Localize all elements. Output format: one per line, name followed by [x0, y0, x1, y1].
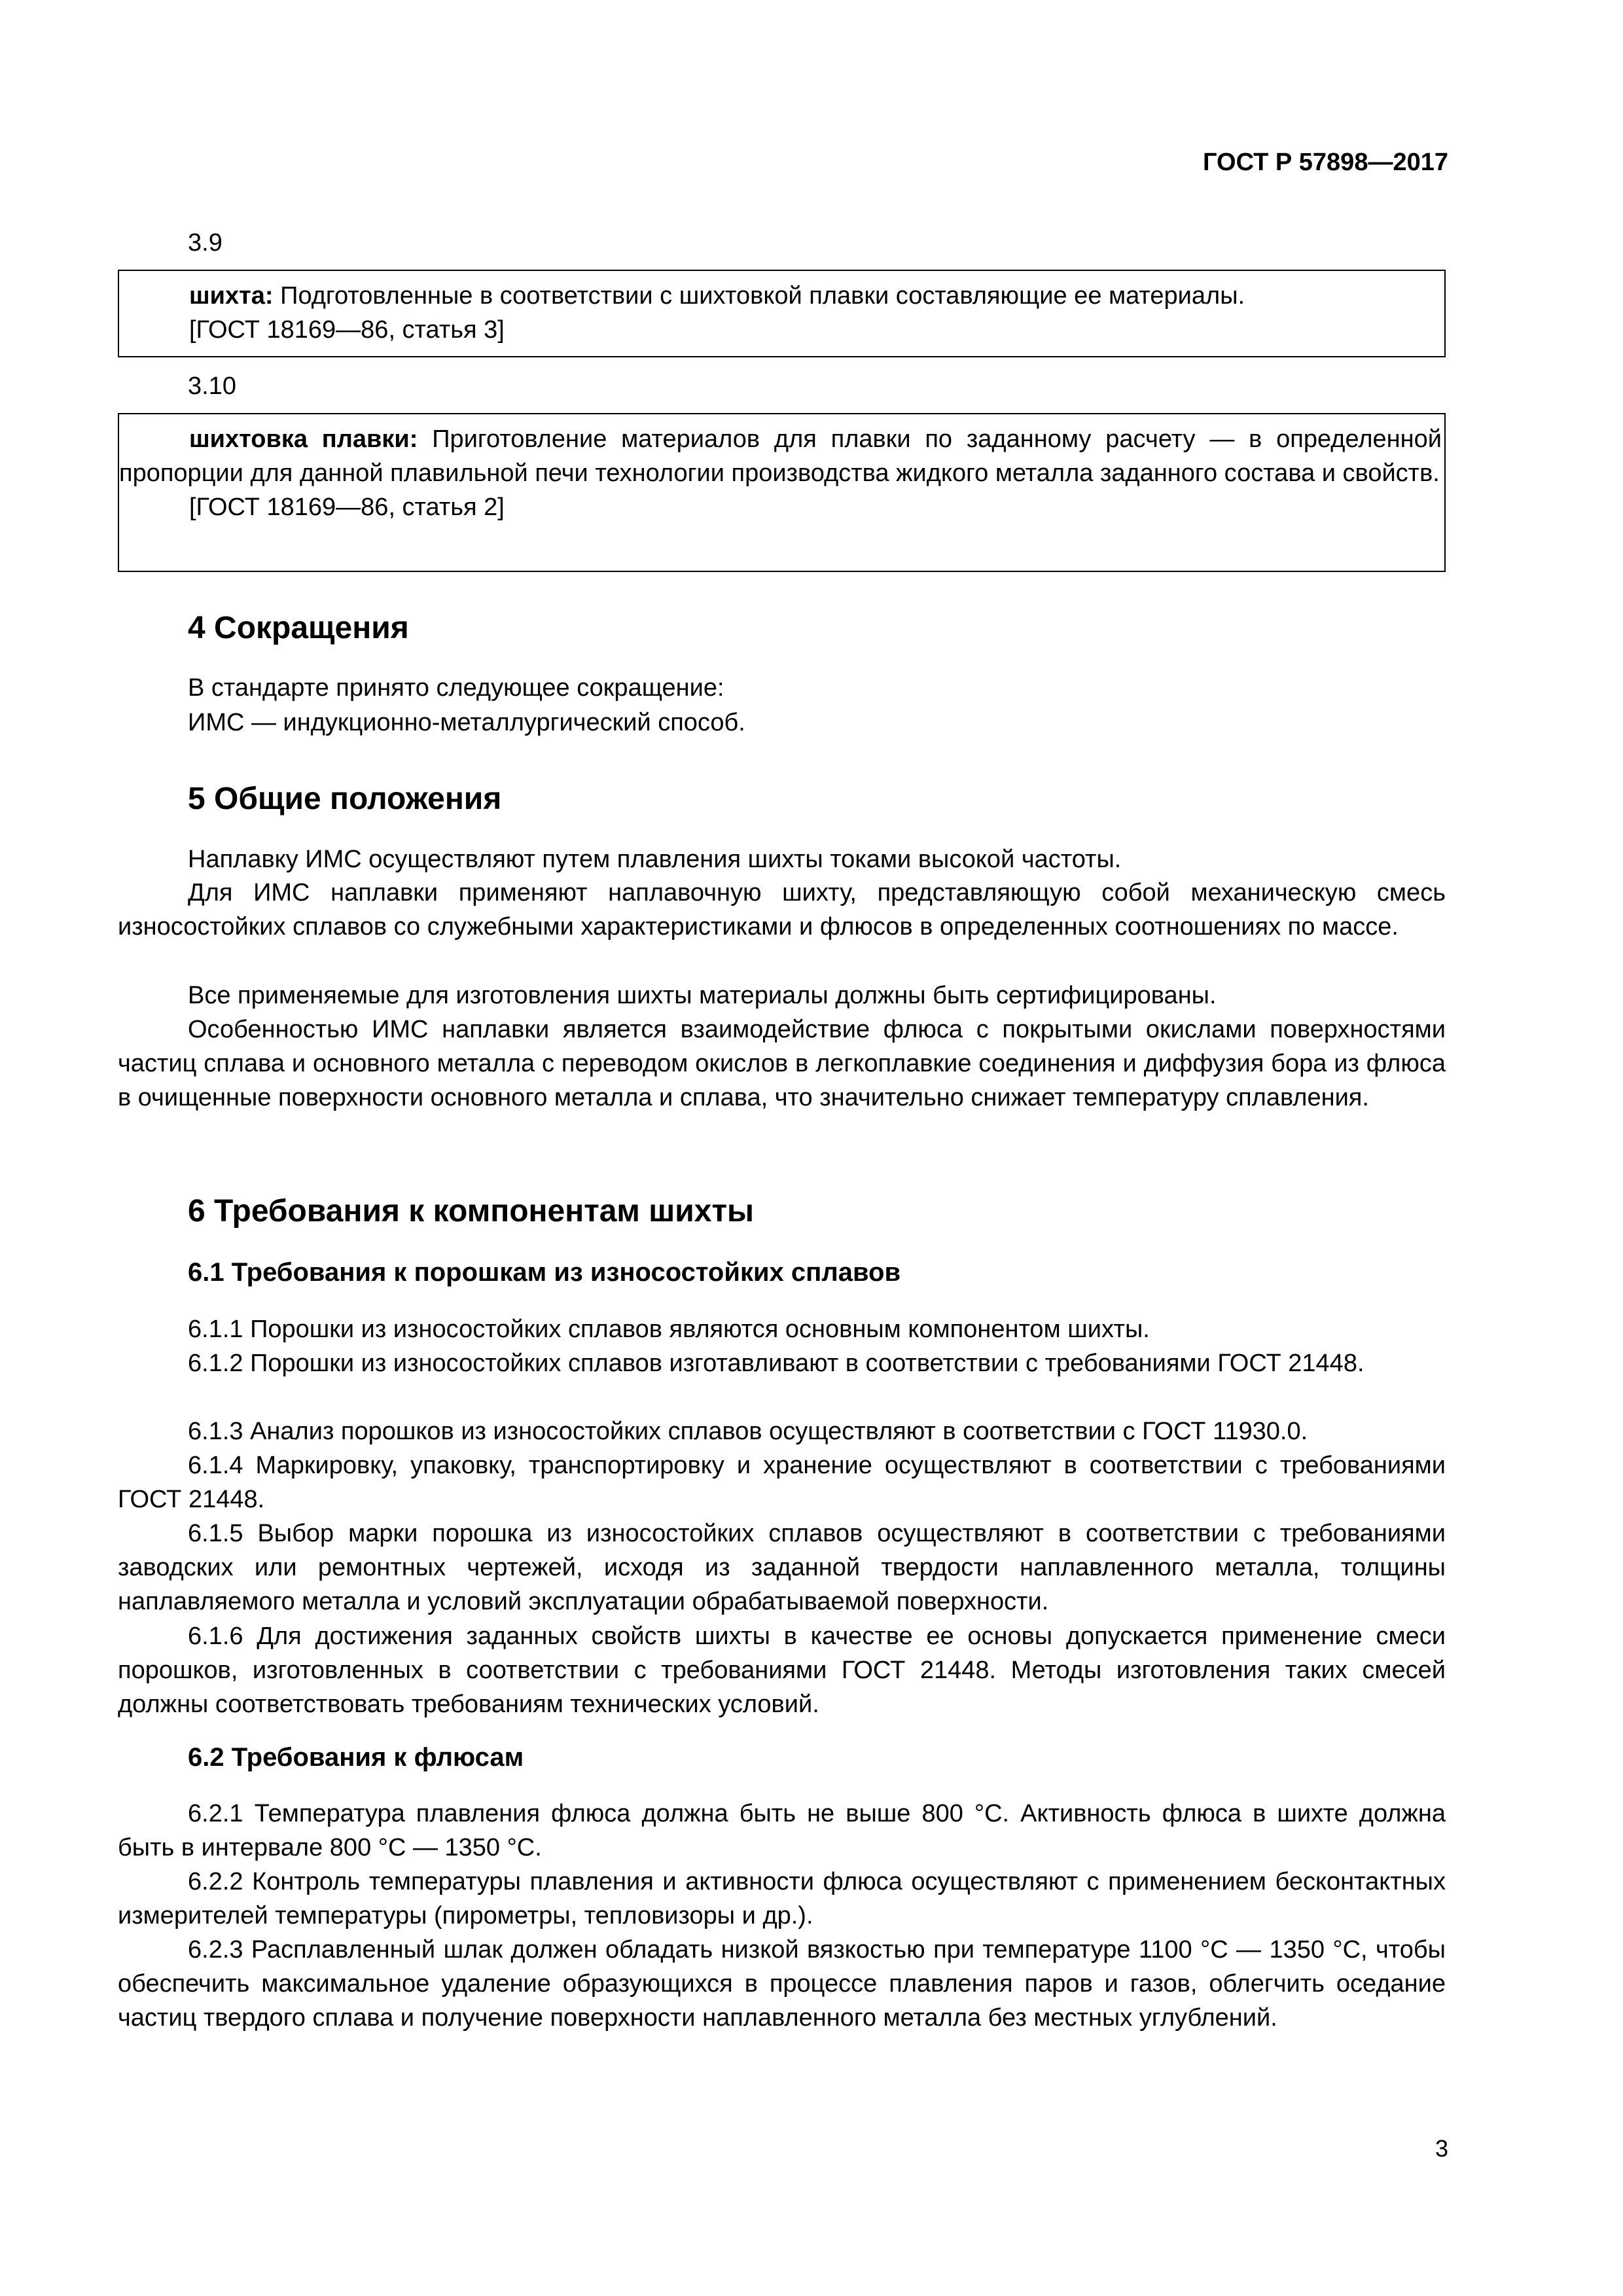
subsection-6-2-heading: 6.2 Требования к флюсам — [188, 1743, 524, 1772]
section-5-paragraph: Наплавку ИМС осуществляют путем плавления шихты токами высокой частоты. — [188, 846, 1122, 873]
term-number: 3.9 — [188, 229, 223, 257]
clause-6-1-6: 6.1.6 Для достижения заданных свойств шихты в качестве ее основы допускается применение смеси порошков, изготовленных в соответствии с требованиями ГОСТ 21448. Методы изготовления таких смесей должны соответствовать требованиям технических условий. — [118, 1623, 1446, 1718]
term-name: шихтовка плавки: — [189, 425, 418, 453]
term-box — [118, 413, 1446, 572]
section-5-paragraph: Для ИМС наплавки применяют наплавочную шихту, представляющую собой механическую смесь износостойких сплавов со служебными характеристиками и флюсов в определенных соотношениях по массе. — [118, 879, 1446, 941]
term-text: Подготовленные в соответствии с шихтовкой плавки составляющие ее материалы. — [273, 282, 1245, 310]
page-number: 3 — [1435, 2135, 1448, 2162]
section-5-paragraph: Особенностью ИМС наплавки является взаимодействие флюса с покрытыми окислами поверхностями частиц сплава и основного металла с переводом окислов в легкоплавкие соединения и диффузия бора из флюса в очищенные поверхности основного металла и сплава, что значительно снижает температуру сплавления. — [118, 1016, 1446, 1111]
clause-6-1-4: 6.1.4 Маркировку, упаковку, транспортировку и хранение осуществляют в соответствии с требованиями ГОСТ 21448. — [118, 1452, 1446, 1513]
section-4-heading: 4 Сокращения — [188, 611, 409, 645]
clause-6-2-1: 6.2.1 Температура плавления флюса должна быть не выше 800 °С. Активность флюса в шихте должна быть в интервале 800 °С — 1350 °С. — [118, 1800, 1446, 1861]
term-box — [118, 270, 1446, 357]
clause-6-1-5: 6.1.5 Выбор марки порошка из износостойких сплавов осуществляют в соответствии с требованиями заводских или ремонтных чертежей, исходя из заданной твердости наплавленного металла, толщины наплавляемого металла и условий эксплуатации обрабатываемой поверхности. — [118, 1520, 1446, 1615]
section-5-paragraph: Все применяемые для изготовления шихты материалы должны быть сертифицированы. — [188, 982, 1217, 1009]
term-definition — [119, 422, 1442, 490]
clause-6-1-2: 6.1.2 Порошки из износостойких сплавов изготавливают в соответствии с требованиями ГОСТ 21448. — [188, 1350, 1364, 1377]
term-name: шихта: — [189, 282, 274, 310]
clause-6-2-3: 6.2.3 Расплавленный шлак должен обладать низкой вязкостью при температуре 1100 °С — 1350 °С, чтобы обеспечить максимальное удаление образующихся в процессе плавления паров и газов, облегчить оседание частиц твердого сплава и получение поверхности наплавленного металла без местных углублений. — [118, 1936, 1446, 2032]
term-definition — [119, 279, 1442, 313]
term-source: [ГОСТ 18169—86, статья 3] — [189, 316, 505, 344]
section-4-intro: В стандарте принято следующее сокращение: — [188, 674, 724, 702]
section-6-heading: 6 Требования к компонентам шихты — [188, 1194, 754, 1229]
clause-6-1-1: 6.1.1 Порошки из износостойких сплавов являются основным компонентом шихты. — [188, 1316, 1150, 1343]
section-4-abbreviation: ИМС — индукционно-металлургический способ. — [188, 709, 745, 736]
term-text: Приготовление материалов для плавки по заданному расчету — в определенной пропорции для данной плавильной печи технологии производства жидкого металла заданного состава и свойств. — [119, 425, 1442, 487]
term-number: 3.10 — [188, 372, 236, 400]
section-5-heading: 5 Общие положения — [188, 781, 502, 816]
clause-6-1-3: 6.1.3 Анализ порошков из износостойких сплавов осуществляют в соответствии с ГОСТ 11930.0. — [188, 1418, 1308, 1445]
term-source: [ГОСТ 18169—86, статья 2] — [189, 493, 505, 521]
clause-6-2-2: 6.2.2 Контроль температуры плавления и активности флюса осуществляют с применением бесконтактных измерителей температуры (пирометры, тепловизоры и др.). — [118, 1868, 1446, 1929]
document-id: ГОСТ Р 57898—2017 — [1203, 149, 1448, 176]
subsection-6-1-heading: 6.1 Требования к порошкам из износостойких сплавов — [188, 1258, 901, 1287]
